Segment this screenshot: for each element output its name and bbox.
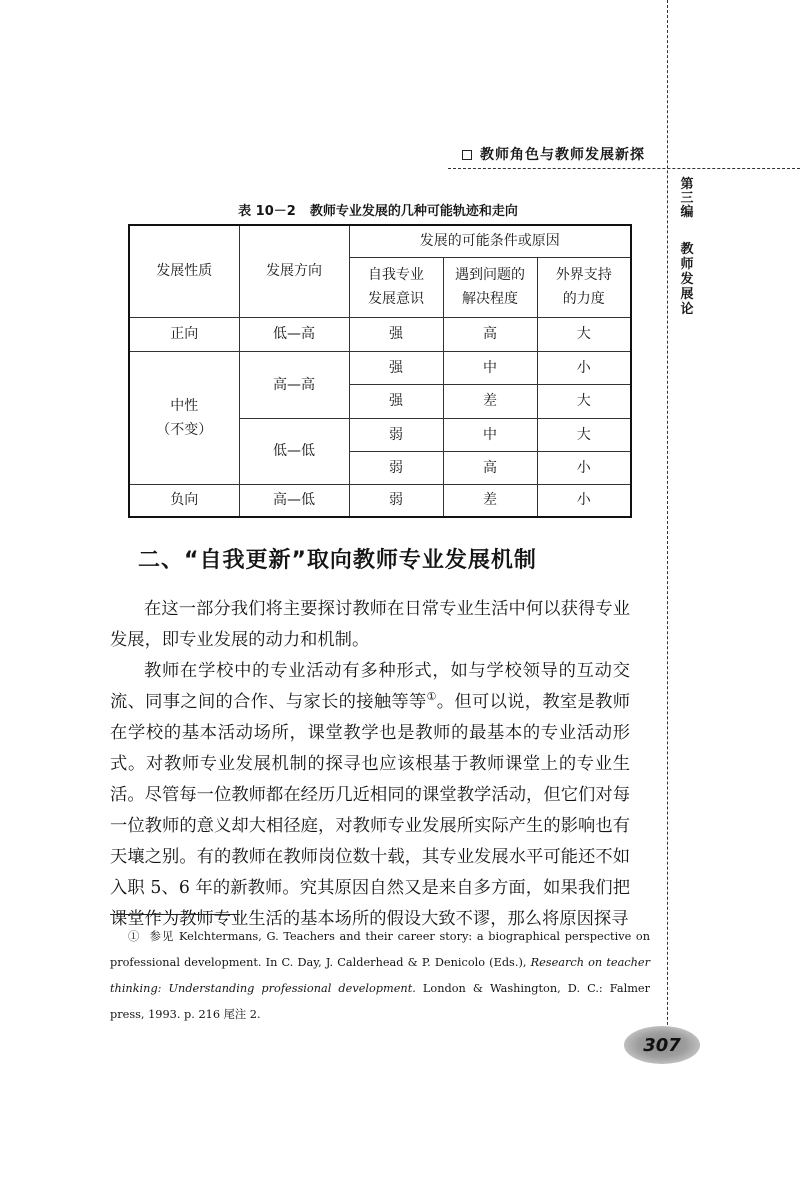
paragraph-2-part-b: 。但可以说，教室是教师在学校的基本活动场所，课堂教学也是教师的最基本的专业活动形式。对教师专业发展机制的探寻也应该根基于教师课堂上的专业生活。尽管每一位教师都在经历几近相同的课堂教学活动，但它们对每一位教师的意义却大相径庭，对教师专业发展所实际产生的影响也有天壤之别。有的教师在教师岗位数十载，其专业发展水平可能还不如入职 5、6 年的新教师。究其原因自然又是来自多方面，如果我们把课堂作为教师专业生活的基本场所的假设大致不谬，那么将原因探寻 [110,692,630,929]
header-self-awareness-line2: 发展意识 [368,291,424,307]
cell-value: 中 [443,351,537,384]
cell-nature-negative: 负向 [129,484,239,517]
table-caption-text: 教师专业发展的几种可能轨迹和走向 [309,204,518,219]
cell-value: 差 [443,484,537,517]
cell-value: 小 [537,484,631,517]
header-direction: 发展方向 [239,225,349,317]
cell-value: 弱 [349,418,443,451]
header-nature: 发展性质 [129,225,239,317]
cell-value: 中 [443,418,537,451]
cell-direction-low-low: 低—低 [239,418,349,484]
header-problem-solving-line1: 遇到问题的 [455,267,525,283]
header-marker-box [462,150,472,160]
cell-value: 弱 [349,451,443,484]
cell-value: 差 [443,384,537,418]
side-tab-part: 第三编 [680,177,694,220]
page-number: 307 [643,1034,681,1056]
cell-direction-high-high: 高—高 [239,351,349,418]
table-row [129,484,631,517]
cell-nature-positive: 正向 [129,317,239,351]
cell-value: 大 [537,317,631,351]
header-self-awareness [349,257,443,317]
cell-value: 小 [537,351,631,384]
running-header-title: 教师角色与教师发展新探 [480,147,645,163]
section-heading: 二、“自我更新”取向教师专业发展机制 [138,548,537,573]
table-row [129,351,631,384]
footnote-book-title: Research on teacher thinking: Understanding professional development. [110,956,650,995]
footnote-reference[interactable]: ① [426,690,437,704]
header-problem-solving [443,257,537,317]
header-problem-solving-line2: 解决程度 [462,291,518,307]
cell-direction-negative: 高—低 [239,484,349,517]
footnote-rule [110,914,240,915]
cell-value: 小 [537,451,631,484]
margin-dashed-rule [667,0,668,1060]
cell-value: 强 [349,351,443,384]
footnote-text-b: London & Washington, D. C.: Falmer press, 1993. p. 216 尾注 2. [110,982,651,1021]
cell-nature-neutral [129,351,239,484]
header-conditions: 发展的可能条件或原因 [349,225,631,257]
cell-value: 高 [443,317,537,351]
cell-nature-neutral-label: 中性 [170,397,199,414]
header-support-line1: 外界支持 [555,267,612,283]
footnote-text-a: 参见 Kelchtermans, G. Teachers and their career story: a biographical perspective on professional development. In C. Day, J. Calderhead & P. Denicolo (Eds.), [110,930,650,969]
body-text [110,594,630,935]
cell-nature-neutral-note: （不变） [156,421,213,438]
footnote [110,924,650,1028]
table-number: 表 10－2 [238,204,296,219]
paragraph-2-part-a: 教师在学校中的专业活动有多种形式，如与学校领导的互动交流、同事之间的合作、与家长的接触等等 [110,661,630,712]
development-trajectory-table [128,224,632,518]
header-support-line2: 的力度 [562,291,605,307]
header-rule [448,168,800,169]
cell-value: 大 [537,418,631,451]
table-row [129,317,631,351]
footnote-marker: ① [128,930,141,943]
cell-value: 高 [443,451,537,484]
cell-value: 大 [537,384,631,418]
cell-direction-positive: 低—高 [239,317,349,351]
cell-value: 强 [349,384,443,418]
side-tab-title: 教师发展论 [680,242,694,317]
header-self-awareness-line1: 自我专业 [368,267,424,283]
header-support [537,257,631,317]
cell-value: 弱 [349,484,443,517]
paragraph-1: 在这一部分我们将主要探讨教师在日常专业生活中何以获得专业发展，即专业发展的动力和机制。 [110,599,630,650]
paragraph-2 [110,656,630,935]
table-caption [128,200,628,219]
cell-value: 强 [349,317,443,351]
page-number-badge [624,1026,700,1064]
